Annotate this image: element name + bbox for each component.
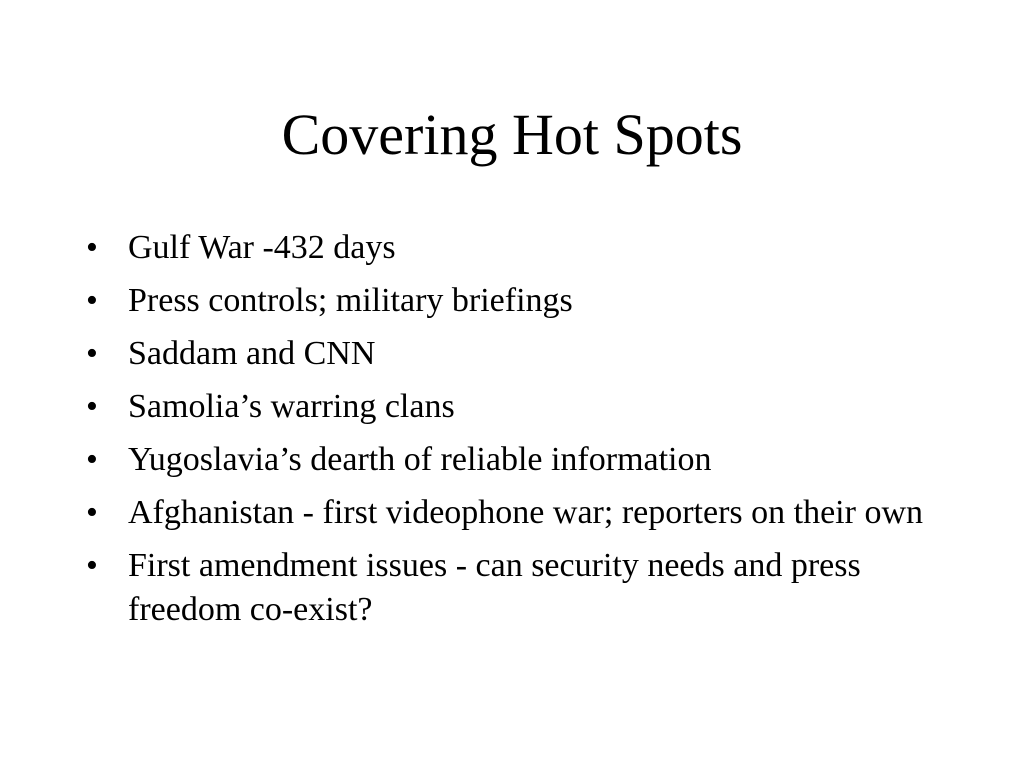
bullet-icon: •	[86, 335, 98, 372]
bullet-icon: •	[86, 494, 98, 531]
bullet-item-yugoslavia	[84, 438, 944, 482]
bullet-text: Afghanistan - first videophone war; reporters on their own	[128, 494, 923, 531]
bullet-item-samolia	[84, 385, 944, 429]
bullet-icon: •	[86, 229, 98, 266]
bullet-icon: •	[86, 441, 98, 478]
bullet-text: Press controls; military briefings	[128, 282, 573, 319]
bullet-text: Samolia’s warring clans	[128, 388, 455, 425]
bullet-item-first-amendment	[84, 544, 944, 632]
bullet-text: First amendment issues - can security needs and press freedom co-exist?	[128, 547, 861, 628]
bullet-item-press-controls	[84, 279, 944, 323]
bullet-icon: •	[86, 282, 98, 319]
bullet-text: Saddam and CNN	[128, 335, 376, 372]
bullet-item-gulf-war	[84, 226, 944, 270]
bullet-icon: •	[86, 547, 98, 584]
bullet-item-afghanistan	[84, 491, 944, 535]
bullet-text: Gulf War -432 days	[128, 229, 396, 266]
slide-title: Covering Hot Spots	[281, 102, 743, 167]
bullet-list	[84, 226, 944, 641]
bullet-item-saddam-cnn	[84, 332, 944, 376]
bullet-text: Yugoslavia’s dearth of reliable information	[128, 441, 712, 478]
bullet-icon: •	[86, 388, 98, 425]
